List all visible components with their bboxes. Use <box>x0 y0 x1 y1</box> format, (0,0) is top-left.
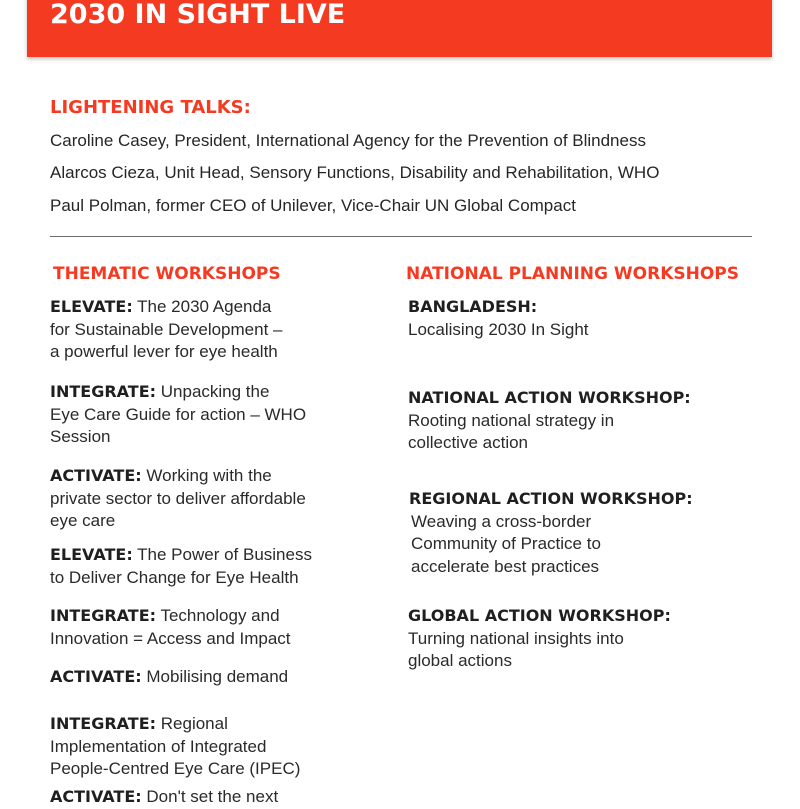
national-workshop-item <box>408 387 691 455</box>
workshop-text: Regional <box>156 714 228 733</box>
thematic-workshop-item <box>50 544 312 589</box>
workshop-text: The Power of Business <box>132 545 312 564</box>
workshop-text: to Deliver Change for Eye Health <box>50 567 299 587</box>
talk-item: Paul Polman, former CEO of Unilever, Vice-Chair UN Global Compact <box>50 196 576 215</box>
workshop-label: BANGLADESH: <box>408 297 538 316</box>
workshop-label: ACTIVATE: <box>50 466 142 485</box>
workshop-text: Don't set the next <box>141 787 279 806</box>
workshop-text: People-Centred Eye Care (IPEC) <box>50 759 301 778</box>
workshop-label: ELEVATE: <box>50 545 133 564</box>
workshop-label: INTEGRATE: <box>50 606 157 625</box>
thematic-workshop-item <box>50 465 306 533</box>
workshop-text: a powerful lever for eye health <box>50 342 278 361</box>
workshop-label: ACTIVATE: <box>50 667 142 686</box>
national-workshop-item <box>408 605 671 673</box>
workshop-text: Weaving a cross-border <box>411 511 592 531</box>
section-divider <box>50 236 752 237</box>
workshop-text: Turning national insights into <box>408 628 624 648</box>
workshop-text: Innovation = Access and Impact <box>50 628 291 648</box>
workshop-label: ACTIVATE: <box>50 787 142 806</box>
workshop-text: Localising 2030 In Sight <box>408 319 589 339</box>
workshop-label: NATIONAL ACTION WORKSHOP: <box>408 388 691 407</box>
workshop-label: INTEGRATE: <box>50 714 157 733</box>
workshop-text: The 2030 Agenda <box>132 297 272 316</box>
workshop-text: Technology and <box>156 606 280 625</box>
workshop-label: GLOBAL ACTION WORKSHOP: <box>408 606 671 625</box>
thematic-workshop-item <box>50 666 288 689</box>
talk-item: Alarcos Cieza, Unit Head, Sensory Functions, Disability and Rehabilitation, WHO <box>50 163 660 182</box>
thematic-workshops-heading: THEMATIC WORKSHOPS <box>53 264 281 284</box>
workshop-text: Community of Practice to <box>411 534 601 553</box>
workshop-text: Rooting national strategy in <box>408 410 615 430</box>
workshop-text: accelerate best practices <box>411 556 600 576</box>
workshop-label: ELEVATE: <box>50 297 133 316</box>
workshop-text: global actions <box>408 651 512 670</box>
workshop-text: Mobilising demand <box>141 667 289 686</box>
workshop-text: Session <box>50 427 111 446</box>
page-title: 2030 IN SIGHT LIVE <box>50 0 346 30</box>
national-planning-workshops-heading: NATIONAL PLANNING WORKSHOPS <box>406 264 739 284</box>
workshop-label: REGIONAL ACTION WORKSHOP: <box>409 489 693 508</box>
workshop-text: Implementation of Integrated <box>50 736 267 756</box>
thematic-workshop-item <box>50 381 306 449</box>
thematic-workshop-item <box>50 713 300 781</box>
workshop-text: for Sustainable Development – <box>50 319 283 339</box>
workshop-text: Working with the <box>141 466 272 485</box>
workshop-text: collective action <box>408 433 529 452</box>
lightening-talks-heading: LIGHTENING TALKS: <box>50 97 251 118</box>
workshop-label: INTEGRATE: <box>50 382 157 401</box>
national-workshop-item <box>408 296 589 341</box>
workshop-text: Eye Care Guide for action – WHO <box>50 404 307 424</box>
workshop-text: private sector to deliver affordable <box>50 488 306 508</box>
national-workshop-item <box>409 488 693 578</box>
workshop-text: Unpacking the <box>156 382 270 401</box>
thematic-workshop-item <box>50 296 282 364</box>
workshop-text: eye care <box>50 511 116 530</box>
thematic-workshop-item <box>50 786 278 809</box>
talk-item: Caroline Casey, President, International Agency for the Prevention of Blindness <box>50 131 646 150</box>
thematic-workshop-item <box>50 605 291 650</box>
